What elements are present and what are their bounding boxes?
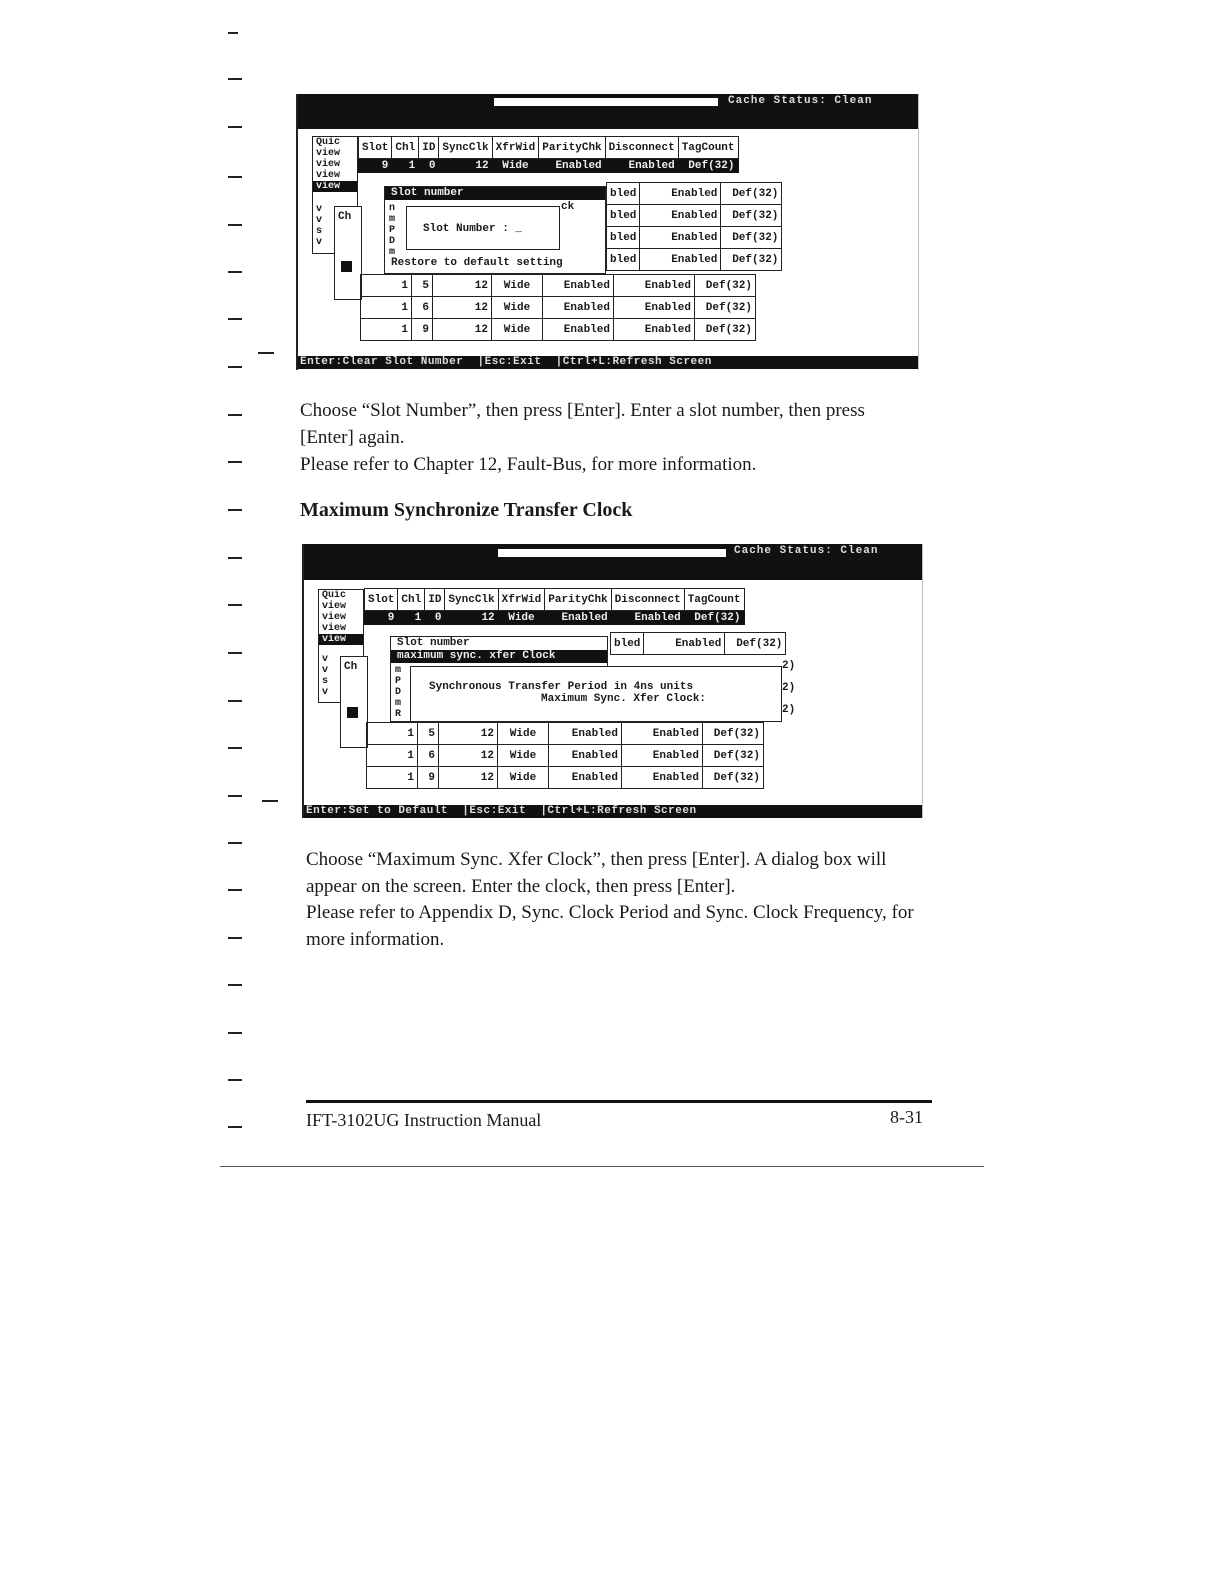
header-cell: ParityChk xyxy=(545,589,611,611)
channel-panel xyxy=(340,656,368,748)
cell: 12 xyxy=(439,767,498,789)
instruction-text-4: Please refer to Appendix D, Sync. Clock Period and Sync. Clock Frequency, for more information. xyxy=(306,902,914,950)
cell: Enabled xyxy=(611,611,684,625)
channel-panel xyxy=(334,206,362,300)
dialog-letter: m xyxy=(395,698,402,709)
cell: 12 xyxy=(433,275,492,297)
table-header-row xyxy=(359,137,739,159)
cell: Enabled xyxy=(614,319,695,341)
cell: 9 xyxy=(365,611,398,625)
header-cell: ParityChk xyxy=(539,137,605,159)
cell: Def(32) xyxy=(678,159,738,173)
submenu-letter: v xyxy=(322,654,329,665)
section-heading: Maximum Synchronize Transfer Clock xyxy=(300,499,633,521)
cell: Enabled xyxy=(640,205,721,227)
footer-page-number: 8-31 xyxy=(890,1107,923,1127)
cell: 9 xyxy=(418,767,439,789)
cell: 1 xyxy=(361,319,412,341)
header-cell: Chl xyxy=(398,589,425,611)
screenshot-slot-number xyxy=(296,94,919,370)
header-cell: Slot xyxy=(359,137,392,159)
submenu-letter: v xyxy=(316,215,323,226)
menu-item[interactable]: view xyxy=(316,148,341,159)
footer-rule xyxy=(306,1100,932,1103)
cell: Def(32) xyxy=(725,633,786,655)
max-sync-clock-option[interactable]: maximum sync. xfer Clock xyxy=(391,650,607,663)
cell: Enabled xyxy=(622,767,703,789)
screenshot-max-sync-clock xyxy=(302,544,923,818)
dialog-partial-text: ck xyxy=(561,201,575,213)
header-cell: TagCount xyxy=(684,589,744,611)
cell: Def(32) xyxy=(721,205,782,227)
cell: bled xyxy=(607,205,640,227)
cell: 12 xyxy=(439,723,498,745)
cell: 1 xyxy=(367,745,418,767)
menu-item-selected[interactable]: view xyxy=(313,181,357,192)
cell: Enabled xyxy=(549,745,622,767)
table-row[interactable] xyxy=(361,319,756,341)
status-bar: Enter:Clear Slot Number |Esc:Exit |Ctrl+L:Refresh Screen xyxy=(298,356,918,369)
cell: 1 xyxy=(367,723,418,745)
cell: 0 xyxy=(419,159,439,173)
table-row[interactable] xyxy=(607,249,782,271)
cell: 0 xyxy=(425,611,445,625)
cell: 9 xyxy=(359,159,392,173)
slot-number-option[interactable]: Slot number xyxy=(397,637,470,649)
table-row[interactable] xyxy=(361,297,756,319)
table-row-selected[interactable] xyxy=(359,159,739,173)
cell: Enabled xyxy=(539,159,605,173)
sync-period-label: Synchronous Transfer Period in 4ns units xyxy=(429,681,694,693)
table-row[interactable] xyxy=(361,275,756,297)
dialog-letter: m xyxy=(389,247,396,258)
cell: 9 xyxy=(412,319,433,341)
cell: Wide xyxy=(498,723,549,745)
menu-item[interactable]: view xyxy=(322,601,347,612)
cell: 6 xyxy=(412,297,433,319)
table-row[interactable] xyxy=(607,183,782,205)
menu-item-selected[interactable]: view xyxy=(319,634,363,645)
partial-cell: 2) xyxy=(782,704,796,716)
cell: 1 xyxy=(398,611,425,625)
dialog-letter: P xyxy=(389,225,396,236)
cell: Wide xyxy=(498,745,549,767)
partial-row xyxy=(610,632,786,655)
dialog-letter: m xyxy=(389,214,396,225)
header-cell: ID xyxy=(419,137,439,159)
header-cell: ID xyxy=(425,589,445,611)
header-cell: SyncClk xyxy=(445,589,498,611)
cell: Def(32) xyxy=(721,183,782,205)
cell: bled xyxy=(607,227,640,249)
table-row-selected[interactable] xyxy=(365,611,745,625)
cell: 1 xyxy=(361,297,412,319)
table-row[interactable] xyxy=(607,205,782,227)
cell: 1 xyxy=(392,159,419,173)
drive-rows xyxy=(360,274,756,341)
header-cell: TagCount xyxy=(678,137,738,159)
instruction-text-1: Choose “Slot Number”, then press [Enter]. Enter a slot number, then press [Enter] again. xyxy=(300,400,865,448)
cell: Wide xyxy=(492,319,543,341)
cell: bled xyxy=(607,183,640,205)
cell: Wide xyxy=(492,275,543,297)
cursor-block xyxy=(347,707,358,718)
cell: 6 xyxy=(418,745,439,767)
cell: Enabled xyxy=(640,249,721,271)
cell: Def(32) xyxy=(721,227,782,249)
cursor-block xyxy=(341,261,352,272)
menu-item[interactable]: Quic xyxy=(316,137,341,148)
cell: Wide xyxy=(498,611,545,625)
submenu-letter: v xyxy=(322,687,329,698)
cache-status: Cache Status: Clean xyxy=(734,545,879,557)
submenu-letter: s xyxy=(322,676,329,687)
header-cell: Chl xyxy=(392,137,419,159)
dialog-title[interactable]: Slot number xyxy=(385,187,605,200)
sync-clock-prompt-box xyxy=(410,666,782,722)
cell: Enabled xyxy=(549,767,622,789)
cell: Enabled xyxy=(614,297,695,319)
dialog-letter: n xyxy=(389,203,396,214)
cell: Enabled xyxy=(543,297,614,319)
partial-cell: 2) xyxy=(782,660,796,672)
footer-manual-title: IFT-3102UG Instruction Manual xyxy=(306,1110,542,1130)
slot-number-prompt-box xyxy=(406,206,560,250)
cell: Enabled xyxy=(622,723,703,745)
cell: Enabled xyxy=(543,275,614,297)
table-row[interactable] xyxy=(367,745,764,767)
menu-item[interactable]: Quic xyxy=(322,590,347,601)
menu-item[interactable]: view xyxy=(322,623,347,634)
cell: Def(32) xyxy=(703,745,764,767)
cache-status: Cache Status: Clean xyxy=(728,95,873,107)
cell: Wide xyxy=(492,159,539,173)
cell: Enabled xyxy=(644,633,725,655)
cell: Def(32) xyxy=(703,767,764,789)
header-cell: SyncClk xyxy=(439,137,492,159)
cell: bled xyxy=(611,633,644,655)
slot-number-input[interactable]: Slot Number : _ xyxy=(423,223,523,235)
cell: Def(32) xyxy=(721,249,782,271)
cell: Enabled xyxy=(543,319,614,341)
cell: 12 xyxy=(439,159,492,173)
dialog-letter: m xyxy=(395,665,402,676)
instruction-text-3: Choose “Maximum Sync. Xfer Clock”, then press [Enter]. A dialog box will appear on the screen. Enter the clock, then press [Enter]. xyxy=(306,849,887,897)
status-bar: Enter:Set to Default |Esc:Exit |Ctrl+L:Refresh Screen xyxy=(304,805,922,818)
dialog-letter: D xyxy=(395,687,402,698)
menu-item[interactable]: view xyxy=(316,170,341,181)
header-cell: Disconnect xyxy=(605,137,678,159)
cell: Enabled xyxy=(640,227,721,249)
channel-label: Ch xyxy=(338,211,352,223)
submenu-letter: v xyxy=(316,237,323,248)
cell: 12 xyxy=(433,319,492,341)
page-bottom-rule xyxy=(220,1166,984,1167)
cell: 12 xyxy=(439,745,498,767)
cell: Enabled xyxy=(549,723,622,745)
cell: Def(32) xyxy=(695,319,756,341)
cell: bled xyxy=(607,249,640,271)
cell: 12 xyxy=(433,297,492,319)
drive-rows xyxy=(366,722,764,789)
header-cell: XfrWid xyxy=(492,137,539,159)
cell: Def(32) xyxy=(695,297,756,319)
partial-cell: 2) xyxy=(782,682,796,694)
cell: 1 xyxy=(367,767,418,789)
cell: Def(32) xyxy=(703,723,764,745)
menu-item[interactable]: view xyxy=(316,159,341,170)
cell: Def(32) xyxy=(684,611,744,625)
submenu-letter: s xyxy=(316,226,323,237)
cell: Enabled xyxy=(545,611,611,625)
header-cell: Disconnect xyxy=(611,589,684,611)
header-cell: Slot xyxy=(365,589,398,611)
cell: 12 xyxy=(445,611,498,625)
table-row[interactable] xyxy=(611,633,786,655)
dialog-letter: R xyxy=(395,709,402,720)
cell: 5 xyxy=(418,723,439,745)
menu-item[interactable]: view xyxy=(322,612,347,623)
cell: Enabled xyxy=(640,183,721,205)
table-row[interactable] xyxy=(367,723,764,745)
dialog-letter: D xyxy=(389,236,396,247)
table-row[interactable] xyxy=(367,767,764,789)
title-bar xyxy=(304,544,922,580)
restore-default-option[interactable]: Restore to default setting xyxy=(391,257,563,269)
title-bar xyxy=(298,94,918,129)
drive-parameter-table xyxy=(358,136,739,173)
submenu-letter: v xyxy=(316,204,323,215)
instruction-text-2: Please refer to Chapter 12, Fault-Bus, for more information. xyxy=(300,454,757,475)
cell: Enabled xyxy=(614,275,695,297)
cell: Wide xyxy=(492,297,543,319)
submenu-letter: v xyxy=(322,665,329,676)
cell: 1 xyxy=(361,275,412,297)
drive-parameter-table xyxy=(364,588,745,625)
cell: Def(32) xyxy=(695,275,756,297)
table-header-row xyxy=(365,589,745,611)
cell: Enabled xyxy=(622,745,703,767)
cell: 5 xyxy=(412,275,433,297)
max-sync-clock-input[interactable]: Maximum Sync. Xfer Clock: xyxy=(541,693,707,705)
channel-label: Ch xyxy=(344,661,358,673)
cell: Enabled xyxy=(605,159,678,173)
table-row[interactable] xyxy=(607,227,782,249)
partial-rows xyxy=(606,182,782,271)
header-cell: XfrWid xyxy=(498,589,545,611)
dialog-letter: P xyxy=(395,676,402,687)
cell: Wide xyxy=(498,767,549,789)
